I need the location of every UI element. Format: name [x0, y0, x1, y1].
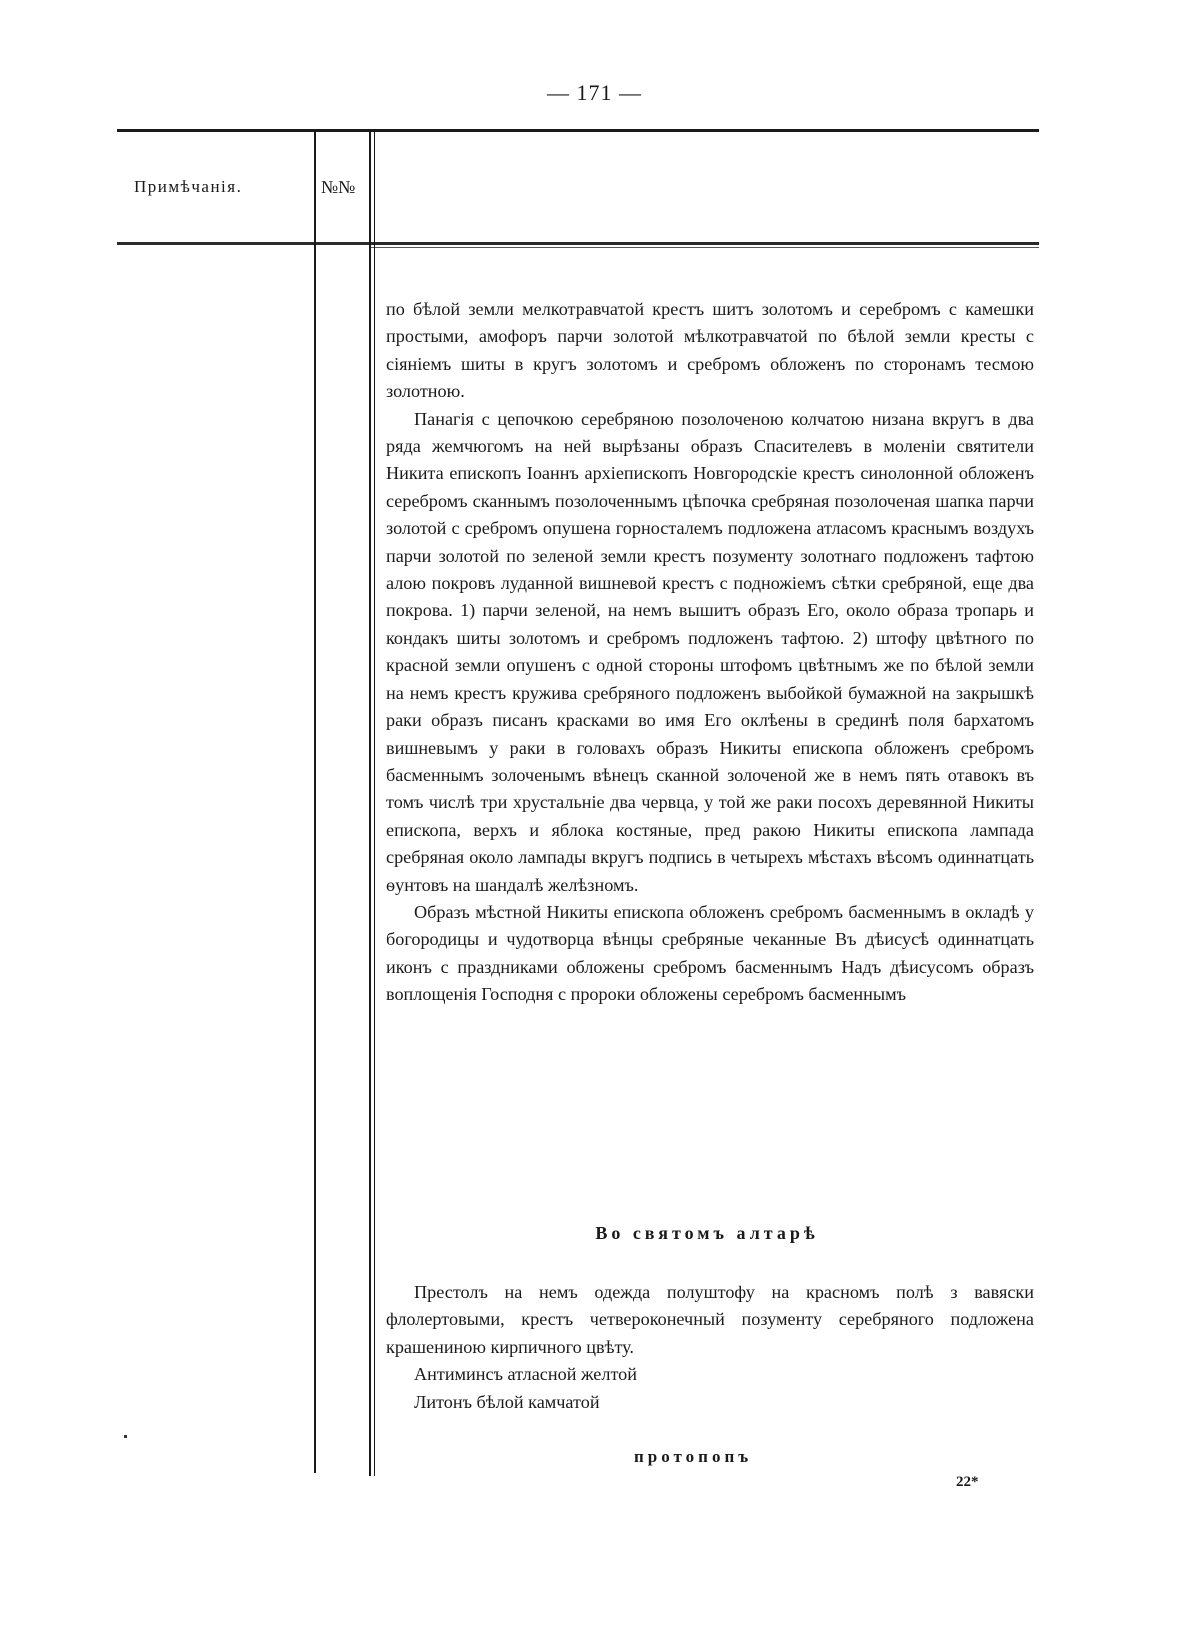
page-number: — 171 —	[547, 80, 642, 105]
body-paragraph: Панагія с цепочкою серебряною позолоченою колчатою низана вкругъ в два ряда жемчюгомъ на ней вырѣзаны образъ Спасителевъ в моленіи святители Никита епископъ Іоаннъ архіепископъ Новгородскіе крестъ синолонной обложенъ серебромъ сканнымъ позолоченнымъ цѣпочка сребряная позолоченая шапка парчи золотой с сребромъ опушена горносталемъ подложена атласомъ краснымъ воздухъ парчи золотой по зеленой земли крестъ позументу золотнаго подложенъ тафтою алою покровъ луданной вишневой крестъ с подножіемъ сѣтки сребряной, еще два покрова. 1) парчи зеленой, на немъ вышитъ образъ Его, около образа тропарь и кондакъ шиты золотомъ и сребромъ подложенъ тафтою. 2) штофу цвѣтного по красной земли опушенъ с одной стороны штофомъ цвѣтнымъ же по бѣлой земли на немъ крестъ кружива сребряного подложенъ выбойкой бумажной на закрышкѣ раки образъ писанъ красками во имя Его оклѣены в срединѣ поля бархатомъ вишневымъ у раки в головахъ образъ Никиты епископа обложенъ сребромъ басменнымъ золоченымъ вѣнецъ сканной золоченой же в немъ пять отавокъ въ томъ числѣ три хрустальніе два червца, у той же раки посохъ деревянной Никиты епископа, верхъ и яблока костяные, пред ракою Никиты епископа лампада сребряная около лампады вкругъ подпись в четырехъ мѣстахъ вѣсомъ одиннатцать ѳунтовъ на шандалѣ желѣзномъ.	[386, 408, 1034, 895]
body-paragraph: Образъ мѣстной Никиты епископа обложенъ сребромъ басменнымъ в окладѣ у богородицы и чудотворца вѣнцы сребряные чеканные Въ дѣисусѣ одиннатцать иконъ с праздниками обложены сребромъ басменнымъ Надъ дѣисусомъ образъ воплощенія Господня с пророки обложены серебромъ басменнымъ	[386, 901, 1034, 1005]
altar-item: Литонъ бѣлой камчатой	[414, 1391, 600, 1412]
header-bottom-rule	[117, 242, 1039, 245]
main-text	[386, 296, 1034, 1009]
print-speck	[124, 1435, 127, 1438]
signature-mark: 22*	[956, 1474, 979, 1490]
column-divider-numbers	[369, 131, 371, 1476]
catchword: протопопъ	[634, 1447, 753, 1466]
header-bottom-rule-thin	[370, 247, 1039, 248]
altar-text	[386, 1279, 1034, 1416]
column-divider-notes	[314, 131, 316, 1473]
notes-column-header: Примѣчанія.	[134, 177, 243, 196]
column-divider-numbers-inner	[374, 131, 375, 1476]
section-heading: Во святомъ алтарѣ	[595, 1223, 819, 1243]
numbers-column-header: №№	[321, 177, 356, 197]
top-rule	[117, 129, 1039, 132]
body-paragraph: по бѣлой земли мелкотравчатой крестъ шитъ золотомъ и серебромъ с камешки простыми, амофоръ парчи золотой мѣлкотравчатой по бѣлой земли кресты с сіяніемъ шиты в кругъ золотомъ и сребромъ обложенъ по сторонамъ тесмою золотною.	[386, 299, 1034, 402]
altar-item: Антиминсъ атласной желтой	[414, 1364, 637, 1385]
altar-paragraph: Престолъ на немъ одежда полуштофу на красномъ полѣ з вавяски флолертовыми, крестъ четвероконечный позументу серебряного подложена крашениною кирпичного цвѣту.	[386, 1282, 1034, 1357]
